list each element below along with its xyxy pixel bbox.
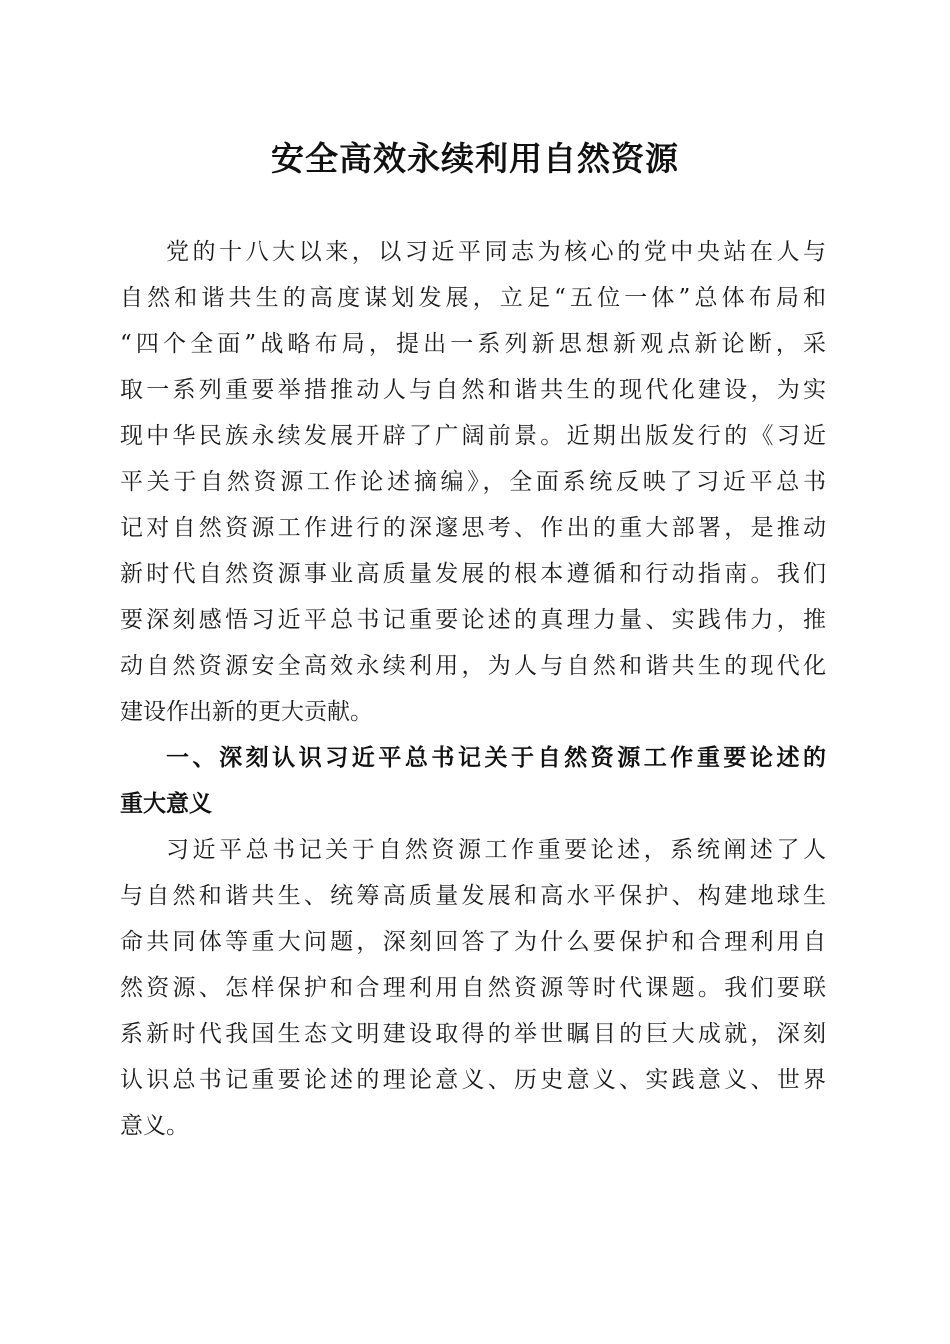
paragraph-2-line: 意义。 — [120, 1113, 189, 1139]
paragraph-2-line: 习近平总书记关于自然资源工作重要论述，系统阐述了人 — [166, 837, 826, 863]
paragraph-1-line: 动自然资源安全高效永续利用，为人与自然和谐共生的现代化 — [120, 653, 826, 679]
paragraph-2-line: 与自然和谐共生、统筹高质量发展和高水平保护、构建地球生 — [120, 883, 826, 909]
paragraph-1-line: 建设作出新的更大贡献。 — [120, 699, 373, 725]
paragraph-1-line: 现中华民族永续发展开辟了广阔前景。近期出版发行的《习近 — [120, 423, 826, 449]
section-heading-line: 一、深刻认识习近平总书记关于自然资源工作重要论述的 — [166, 745, 826, 771]
section-heading-line: 重大意义 — [120, 791, 212, 817]
paragraph-1-line: 党的十八大以来，以习近平同志为核心的党中央站在人与 — [166, 239, 826, 265]
paragraph-1-line: 平关于自然资源工作论述摘编》，全面系统反映了习近平总书 — [120, 469, 826, 495]
paragraph-1-line: 自然和谐共生的高度谋划发展，立足“五位一体”总体布局和 — [120, 285, 826, 311]
paragraph-1-line: 新时代自然资源事业高质量发展的根本遵循和行动指南。我们 — [120, 561, 826, 587]
paragraph-1-line: 要深刻感悟习近平总书记重要论述的真理力量、实践伟力，推 — [120, 607, 826, 633]
paragraph-2-line: 认识总书记重要论述的理论意义、历史意义、实践意义、世界 — [120, 1067, 826, 1093]
paragraph-1-line: 取一系列重要举措推动人与自然和谐共生的现代化建设，为实 — [120, 377, 826, 403]
paragraph-2-line: 命共同体等重大问题，深刻回答了为什么要保护和合理利用自 — [120, 929, 826, 955]
paragraph-1-line: 记对自然资源工作进行的深邃思考、作出的重大部署，是推动 — [120, 515, 826, 541]
paragraph-2-line: 然资源、怎样保护和合理利用自然资源等时代课题。我们要联 — [120, 975, 826, 1001]
paragraph-1-line: “四个全面”战略布局，提出一系列新思想新观点新论断，采 — [120, 331, 826, 357]
document-title: 安全高效永续利用自然资源 — [271, 139, 679, 178]
paragraph-2-line: 系新时代我国生态文明建设取得的举世瞩目的巨大成就，深刻 — [120, 1021, 826, 1047]
